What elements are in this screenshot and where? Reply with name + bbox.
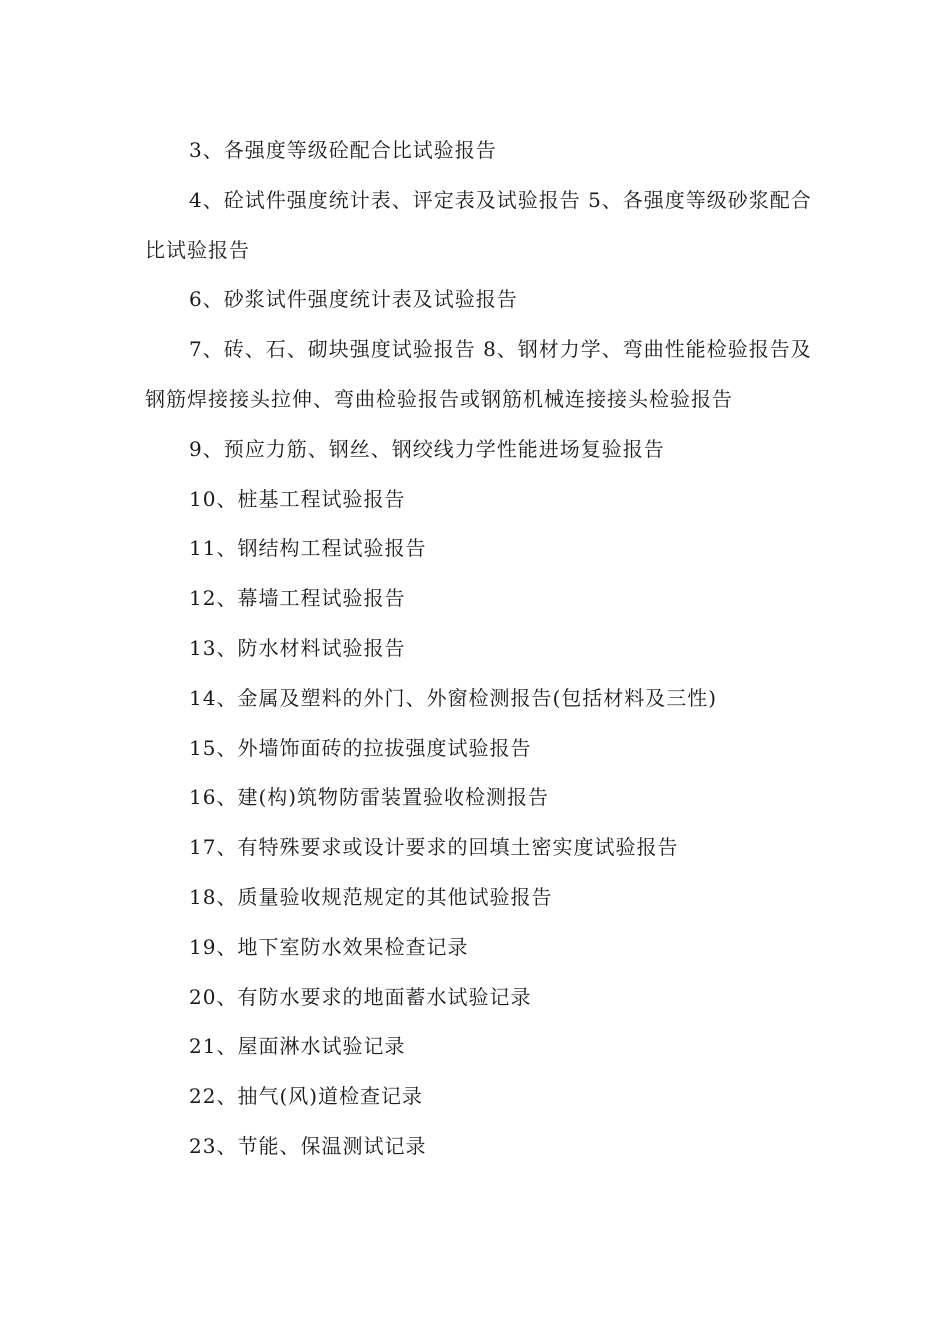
paragraph-item-7-8: 7、砖、石、砌块强度试验报告 8、钢材力学、弯曲性能检验报告及钢筋焊接接头拉伸、弯曲检验报告或钢筋机械连接接头检验报告 xyxy=(145,337,812,411)
document-body xyxy=(145,126,813,1172)
paragraph-item-12: 12、幕墙工程试验报告 xyxy=(189,586,406,611)
paragraph-item-23: 23、节能、保温测试记录 xyxy=(189,1133,427,1158)
paragraph-item-6: 6、砂浆试件强度统计表及试验报告 xyxy=(189,287,518,312)
paragraph-item-3: 3、各强度等级砼配合比试验报告 xyxy=(189,138,497,162)
paragraph-item-20: 20、有防水要求的地面蓄水试验记录 xyxy=(189,984,532,1009)
paragraph-item-11: 11、钢结构工程试验报告 xyxy=(189,536,427,561)
paragraph-item-22: 22、抽气(风)道检查记录 xyxy=(189,1084,424,1109)
paragraph-item-18: 18、质量验收规范规定的其他试验报告 xyxy=(189,884,553,909)
paragraph-item-14: 14、金属及塑料的外门、外窗检测报告(包括材料及三性) xyxy=(189,685,718,710)
paragraph-item-17: 17、有特殊要求或设计要求的回填土密实度试验报告 xyxy=(189,835,679,860)
paragraph-item-9: 9、预应力筋、钢丝、钢绞线力学性能进场复验报告 xyxy=(189,436,665,461)
paragraph-item-15: 15、外墙饰面砖的拉拔强度试验报告 xyxy=(189,735,532,760)
paragraph-item-4-5: 4、砼试件强度统计表、评定表及试验报告 5、各强度等级砂浆配合比试验报告 xyxy=(145,187,812,262)
paragraph-item-19: 19、地下室防水效果检查记录 xyxy=(189,934,469,959)
paragraph-item-21: 21、屋面淋水试验记录 xyxy=(189,1034,406,1059)
paragraph-item-13: 13、防水材料试验报告 xyxy=(189,635,406,660)
paragraph-item-10: 10、桩基工程试验报告 xyxy=(189,486,406,511)
paragraph-item-16: 16、建(构)筑物防雷装置验收检测报告 xyxy=(189,785,550,810)
